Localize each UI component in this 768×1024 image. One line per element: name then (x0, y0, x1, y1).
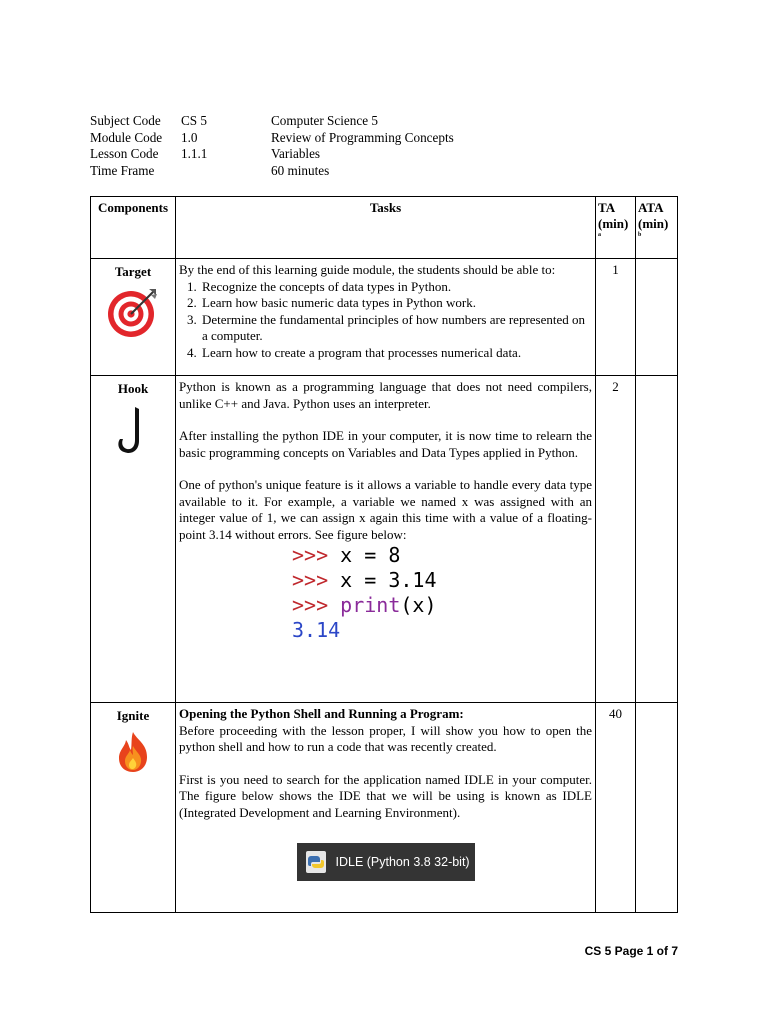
header-ata (636, 197, 678, 259)
code-output: 3.14 (292, 618, 341, 642)
header-ata-label: ATA (min) (638, 200, 669, 231)
header-ta (596, 197, 636, 259)
ignite-paragraph-2: First is you need to search for the application named IDLE in your computer. The figure below shows the IDE that we will be using is known as IDLE (Integrated Development and Learning Environment). (179, 771, 592, 820)
meta-code: CS 5 (181, 113, 208, 128)
component-cell-target (91, 259, 176, 376)
ata-value (636, 259, 678, 376)
hook-paragraph-3: One of python's unique feature is it allows a variable to handle every data type available to it. For example, a variable we named x was assigned with an integer value of 1, we can assign x again this time with a value of a floating-point 3.14 without errors. See figure below: (179, 477, 592, 542)
meta-row-subject (90, 113, 454, 130)
meta-value: Review of Programming Concepts (271, 129, 454, 145)
task-cell-ignite (176, 703, 596, 913)
table-header-row (91, 197, 678, 259)
meta-code (181, 163, 271, 180)
code-line: x = 8 (328, 543, 401, 567)
task-cell-hook (176, 376, 596, 703)
ata-value (636, 703, 678, 913)
meta-value: 60 minutes (271, 162, 330, 178)
objectives-list (179, 279, 592, 362)
target-icon (107, 286, 159, 338)
meta-row-timeframe (90, 163, 454, 180)
ignite-paragraph-1: Before proceeding with the lesson proper, I will show you how to open the python shell and how to run a code that was recently created. (179, 722, 592, 754)
idle-app-badge (297, 843, 475, 881)
meta-label: Subject Code (90, 113, 161, 128)
header-ata-note: b (638, 232, 642, 238)
page-footer: CS 5 Page 1 of 7 (584, 944, 678, 958)
code-keyword: print (328, 593, 401, 617)
table-row-target (91, 259, 678, 376)
table-row-ignite (91, 703, 678, 913)
task-cell-target (176, 259, 596, 376)
meta-value: Variables (271, 146, 321, 161)
header-ta-note: a (598, 232, 601, 238)
meta-code: 1.0 (181, 129, 198, 145)
component-name: Ignite (116, 708, 150, 723)
code-prompt: >>> (292, 568, 329, 592)
ignite-heading: Opening the Python Shell and Running a Program: (179, 706, 464, 721)
list-item: 2. Learn how basic numeric data types in Python work. (200, 295, 592, 312)
code-line: x = 3.14 (328, 568, 437, 592)
component-cell-hook (91, 376, 176, 703)
header-tasks: Tasks (176, 197, 596, 259)
list-item: 1. Recognize the concepts of data types in Python. (200, 279, 592, 296)
list-item: 3. Determine the fundamental principles of how numbers are represented on a computer. (200, 312, 592, 345)
python-code-sample (292, 543, 592, 643)
ta-value: 40 (596, 703, 636, 913)
header-ta-label: TA (min) (598, 200, 629, 231)
meta-row-lesson (90, 146, 454, 163)
lesson-table (90, 196, 678, 913)
code-prompt: >>> (292, 543, 329, 567)
meta-row-module (90, 130, 454, 147)
target-intro: By the end of this learning guide module, the students should be able to: (179, 262, 556, 277)
python-idle-icon (305, 850, 327, 874)
code-line: (x) (400, 593, 437, 617)
hook-paragraph-2: After installing the python IDE in your computer, it is now time to relearn the basic programming concepts on Variables and Data Types applied in Python. (179, 428, 592, 460)
component-name: Target (114, 264, 152, 279)
hook-paragraph-1: Python is known as a programming language that does not need compilers, unlike C++ and Java. Python uses an interpreter. (179, 379, 592, 411)
meta-label: Time Frame (90, 162, 155, 178)
code-prompt: >>> (292, 593, 329, 617)
hook-icon (113, 403, 153, 455)
component-name: Hook (117, 381, 149, 396)
header-components: Components (91, 197, 176, 259)
table-row-hook (91, 376, 678, 703)
fire-icon (115, 730, 151, 774)
component-cell-ignite (91, 703, 176, 913)
ta-value: 1 (596, 259, 636, 376)
idle-label: IDLE (Python 3.8 32-bit) (335, 854, 470, 869)
lesson-meta (90, 113, 454, 179)
ta-value: 2 (596, 376, 636, 703)
list-item: 4. Learn how to create a program that processes numerical data. (200, 345, 592, 362)
meta-value: Computer Science 5 (271, 113, 378, 128)
meta-label: Lesson Code (90, 146, 159, 161)
meta-code: 1.1.1 (181, 146, 208, 161)
ata-value (636, 376, 678, 703)
meta-label: Module Code (90, 129, 163, 145)
